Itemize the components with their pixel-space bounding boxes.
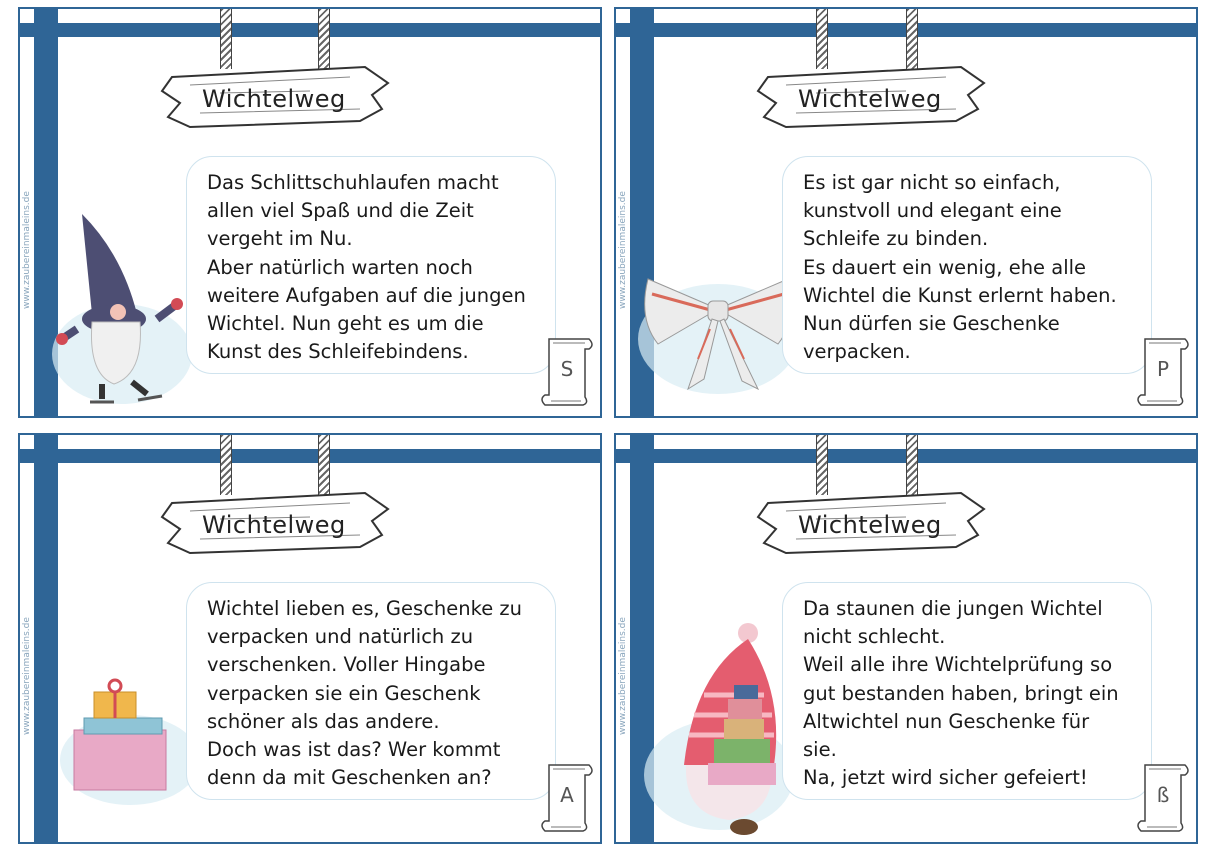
rope-right xyxy=(906,9,918,69)
story-text: Da staunen die jungen Wichtel nicht schlecht. Weil alle ihre Wichtelprüfung so gut bestanden haben, bringt ein Altwichtel nun Geschenke für sie. Na, jetzt wird sicher gefeiert! xyxy=(803,597,1119,790)
solution-letter: P xyxy=(1156,357,1170,381)
rope-right xyxy=(318,435,330,495)
rope-left xyxy=(816,435,828,495)
sign-title: Wichtelweg xyxy=(798,511,942,539)
gnome-with-gifts-illustration xyxy=(644,615,794,844)
card-3 xyxy=(18,433,602,844)
bow-illustration xyxy=(638,249,798,403)
story-text: Es ist gar nicht so einfach, kunstvoll und elegant eine Schleife zu binden. Es dauert ein wenig, ehe alle Wichtel die Kunst erlernt haben. Nun dürfen sie Geschenke verpacken. xyxy=(803,171,1117,364)
website-url: www.zaubereinmaleins.de xyxy=(22,191,32,309)
wooden-sign xyxy=(756,63,986,131)
gift-stack-illustration xyxy=(60,670,200,814)
rope-left xyxy=(220,9,232,69)
letter-scroll xyxy=(1135,757,1191,835)
story-textbox xyxy=(186,156,556,374)
website-url: www.zaubereinmaleins.de xyxy=(618,617,628,735)
story-text: Das Schlittschuhlaufen macht allen viel Spaß und die Zeit vergeht im Nu. Aber natürlich warten noch weitere Aufgaben auf die jungen Wichtel. Nun geht es um die Kunst des Schleifebindens. xyxy=(207,171,526,364)
story-text: Wichtel lieben es, Geschenke zu verpacken und natürlich zu verschenken. Voller Hingabe verpacken sie ein Geschenk schöner als das andere. Doch was ist das? Wer kommt denn da mit Geschenken an? xyxy=(207,597,523,790)
sign-title: Wichtelweg xyxy=(798,85,942,113)
website-url: www.zaubereinmaleins.de xyxy=(618,191,628,309)
skating-gnome-illustration xyxy=(52,204,192,418)
rope-left xyxy=(816,9,828,69)
website-url: www.zaubereinmaleins.de xyxy=(22,617,32,735)
wooden-sign xyxy=(160,489,390,557)
story-textbox xyxy=(782,156,1152,374)
rope-right xyxy=(318,9,330,69)
frame-band-horizontal xyxy=(20,449,600,463)
solution-letter: S xyxy=(560,357,574,381)
card-2 xyxy=(614,7,1198,418)
frame-band-horizontal xyxy=(20,23,600,37)
letter-scroll xyxy=(1135,331,1191,409)
story-textbox xyxy=(782,582,1152,800)
sign-title: Wichtelweg xyxy=(202,85,346,113)
solution-letter: A xyxy=(560,783,574,807)
wooden-sign xyxy=(756,489,986,557)
frame-band-vertical xyxy=(34,435,58,842)
rope-left xyxy=(220,435,232,495)
rope-right xyxy=(906,435,918,495)
wooden-sign xyxy=(160,63,390,131)
solution-letter: ß xyxy=(1156,783,1170,807)
story-textbox xyxy=(186,582,556,800)
card-1 xyxy=(18,7,602,418)
letter-scroll xyxy=(539,331,595,409)
letter-scroll xyxy=(539,757,595,835)
card-4 xyxy=(614,433,1198,844)
sign-title: Wichtelweg xyxy=(202,511,346,539)
